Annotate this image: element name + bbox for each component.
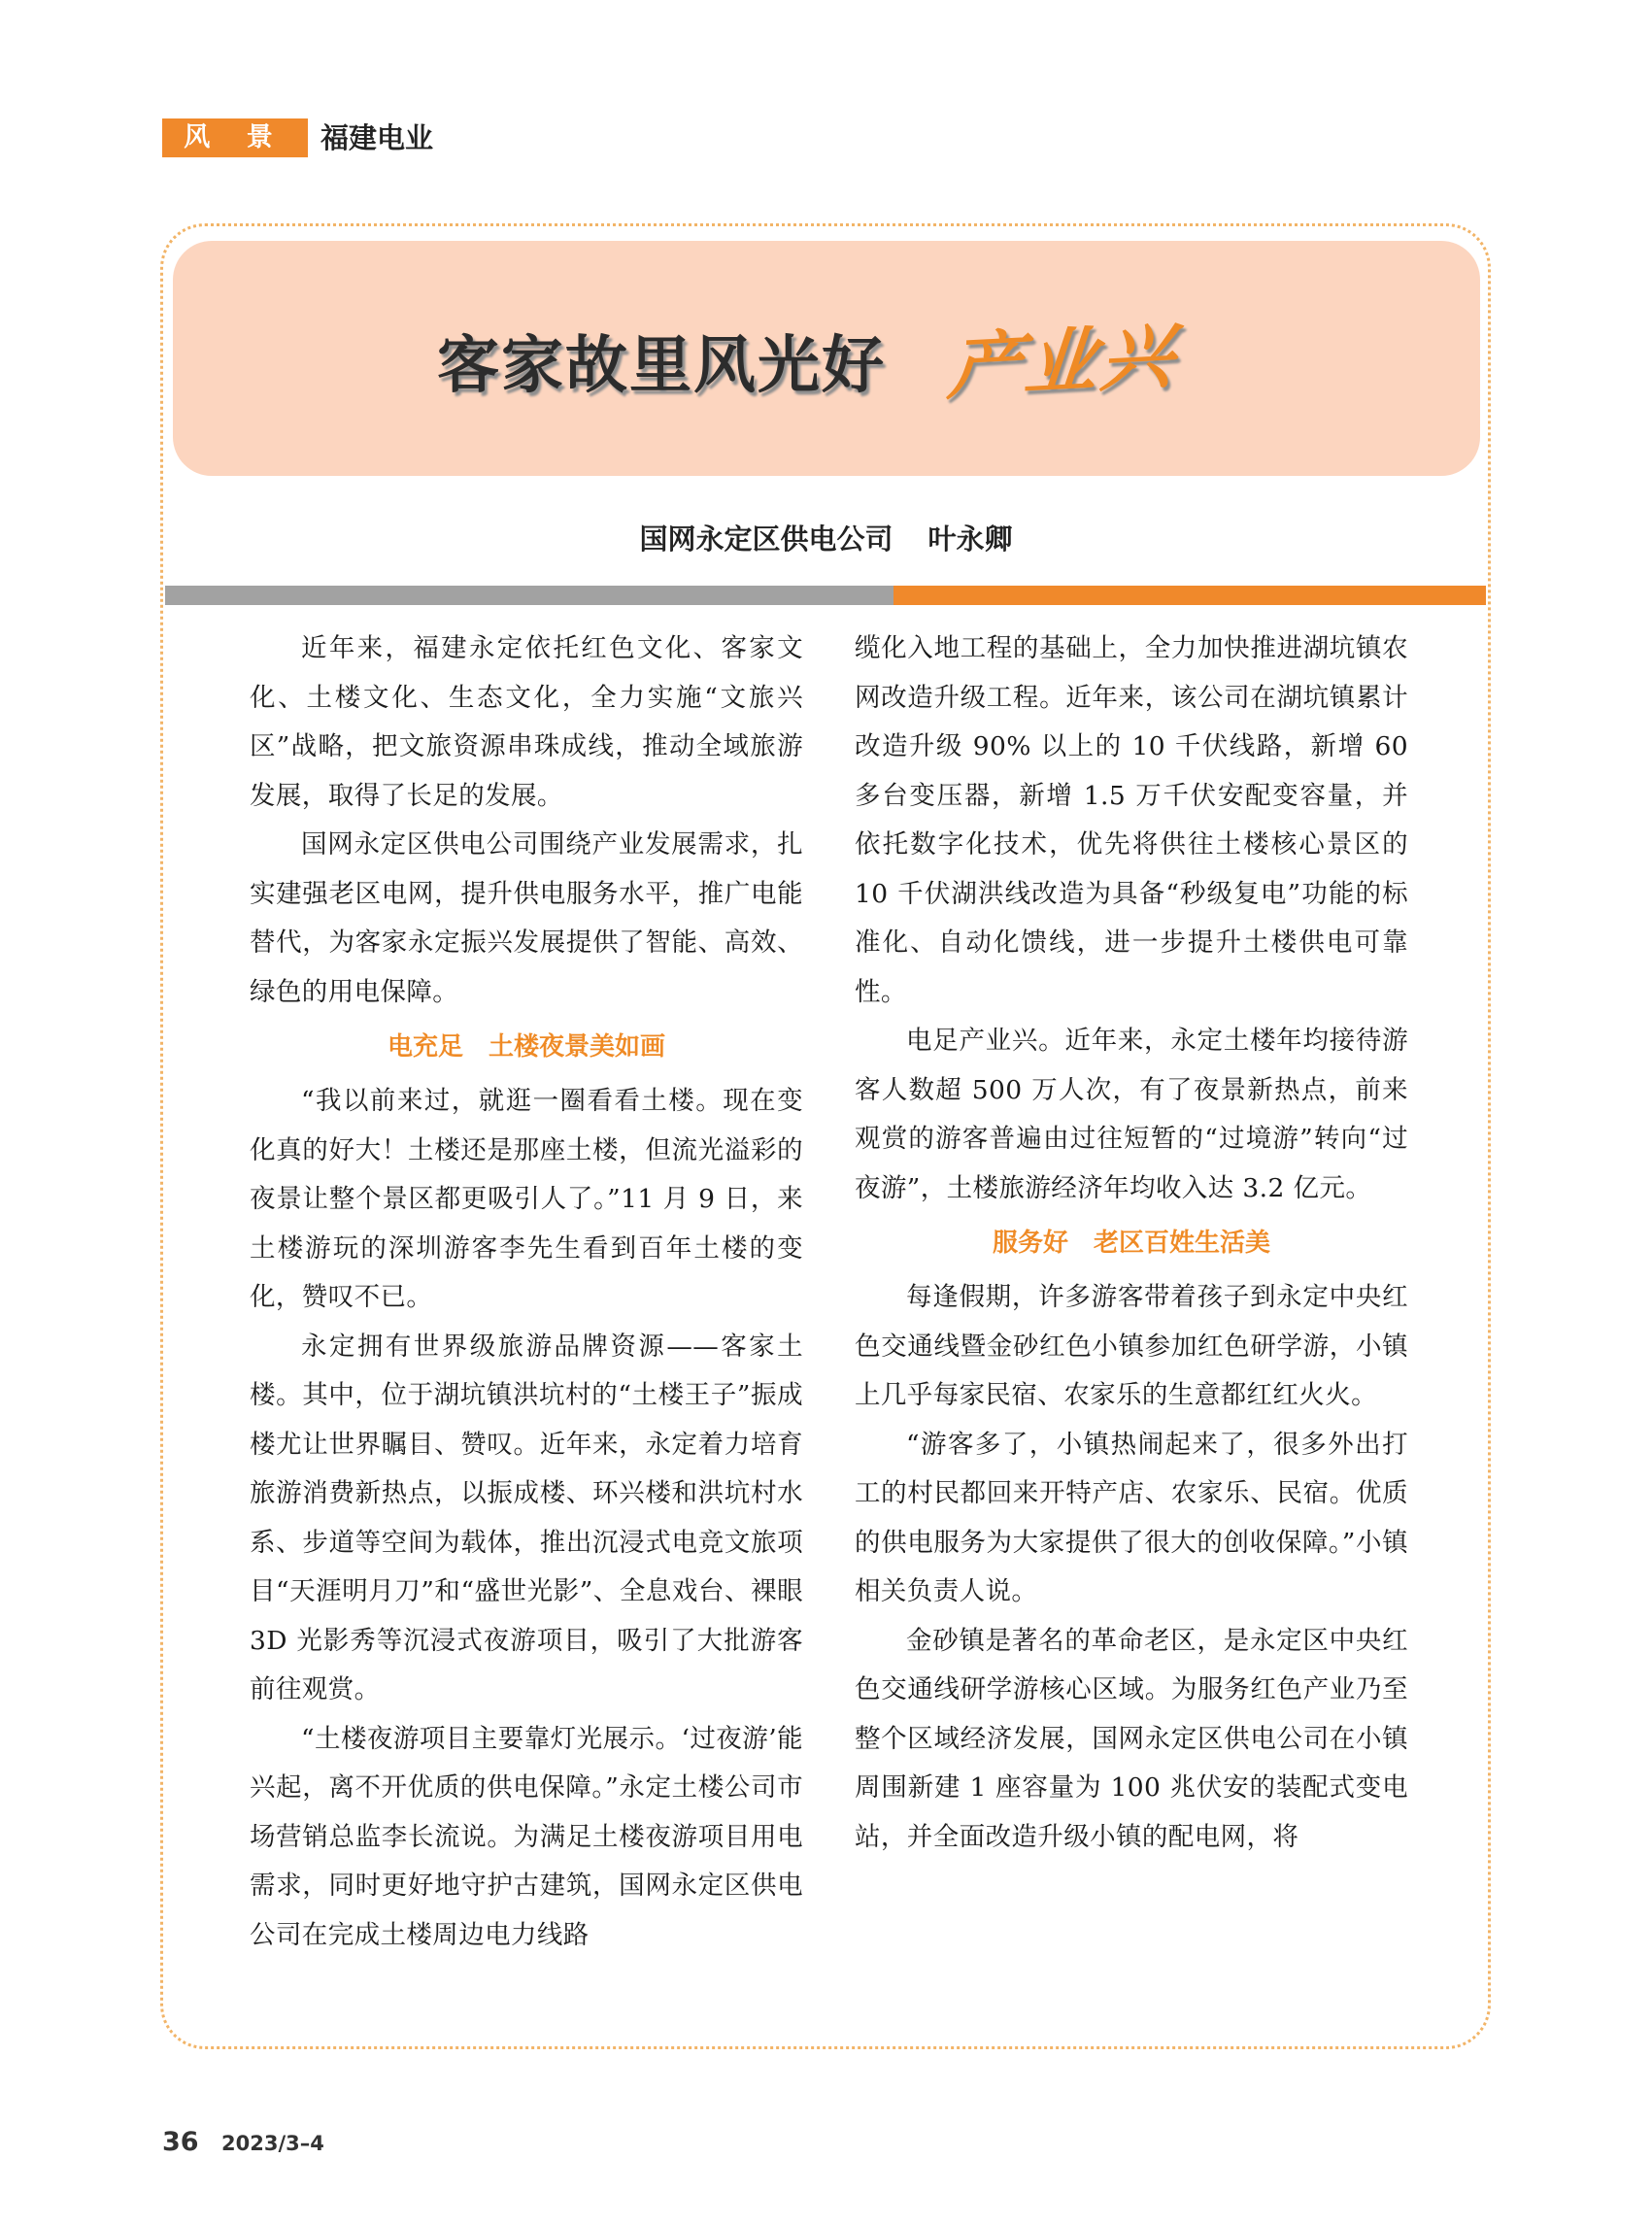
article-title: 客家故里风光好 [437,330,886,402]
section-subheading: 服务好 老区百姓生活美 [992,1229,1270,1258]
magazine-name: 福建电业 [320,121,434,154]
paragraph: 国网永定区供电公司围绕产业发展需求，扎实建强老区电网，提升供电服务水平，推广电能替代，为客家永定振兴发展提供了智能、高效、绿色的用电保障。 [250,829,803,1007]
paragraph: 电足产业兴。近年来，永定土楼年均接待游客人数超 500 万人次，有了夜景新热点，前来观赏的游客普遍由过往短暂的“过境游”转向“过夜游”，土楼旅游经济年均收入达 3.2 亿元。 [855,1026,1408,1203]
paragraph: “我以前来过，就逛一圈看看土楼。现在变化真的好大！土楼还是那座土楼，但流光溢彩的夜景让整个景区都更吸引人了。”11 月 9 日，来土楼游玩的深圳游客李先生看到百年土楼的变化，赞叹不已。 [250,1086,803,1312]
paragraph: 永定拥有世界级旅游品牌资源——客家土楼。其中，位于湖坑镇洪坑村的“土楼王子”振成楼尤让世界瞩目、赞叹。近年来，永定着力培育旅游消费新热点，以振成楼、环兴楼和洪坑村水系、步道等空间为载体，推出沉浸式电竞文旅项目“天涯明月刀”和“盛世光影”、全息戏台、裸眼 3D 光影秀等沉浸式夜游项目，吸引了大批游客前往观赏。 [250,1331,803,1704]
section-tag: 风 景 线 [162,118,308,157]
section-subheading: 电充足 土楼夜景美如画 [387,1032,665,1062]
paragraph: 每逢假期，许多游客带着孩子到永定中央红色交通线暨金砂红色小镇参加红色研学游，小镇上几乎每家民宿、农家乐的生意都红红火火。 [855,1282,1408,1410]
article-title-accent: 产业兴 [944,314,1181,411]
byline-author: 叶永卿 [927,523,1013,556]
byline-organization: 国网永定区供电公司 [639,523,893,556]
divider-gray [165,586,893,605]
right-column [855,624,1408,1862]
issue-label: 2023/3–4 [221,2132,324,2155]
paragraph-continued: 缆化入地工程的基础上，全力加快推进湖坑镇农网改造升级工程。近年来，该公司在湖坑镇累计改造升级 90% 以上的 10 千伏线路，新增 60 多台变压器，新增 1.5 万千伏安配变容量，并依托数字化技术，优先将供往土楼核心景区的 10 千伏湖洪线改造为具备“秒级复电”功能的标准化、自动化馈线，进一步提升土楼供电可靠性。 [855,633,1408,1007]
byline [0,518,1652,557]
paragraph: “土楼夜游项目主要靠灯光展示。‘过夜游’能兴起，离不开优质的供电保障。”永定土楼公司市场营销总监李长流说。为满足土楼夜游项目用电需求，同时更好地守护古建筑，国网永定区供电公司在完成土楼周边电力线路 [250,1723,803,1950]
paragraph: 近年来，福建永定依托红色文化、客家文化、土楼文化、生态文化，全力实施“文旅兴区”战略，把文旅资源串珠成线，推动全域旅游发展，取得了长足的发展。 [250,633,803,811]
paragraph: 金砂镇是著名的革命老区，是永定区中央红色交通线研学游核心区域。为服务红色产业乃至整个区域经济发展，国网永定区供电公司在小镇周围新建 1 座容量为 100 兆伏安的装配式变电站，并全面改造升级小镇的配电网，将 [855,1625,1408,1852]
left-column [250,624,803,1960]
paragraph: “游客多了，小镇热闹起来了，很多外出打工的村民都回来开特产店、农家乐、民宿。优质的供电服务为大家提供了很大的创收保障。”小镇相关负责人说。 [855,1429,1408,1606]
page-number: 36 [162,2127,199,2157]
divider-orange [893,586,1486,605]
